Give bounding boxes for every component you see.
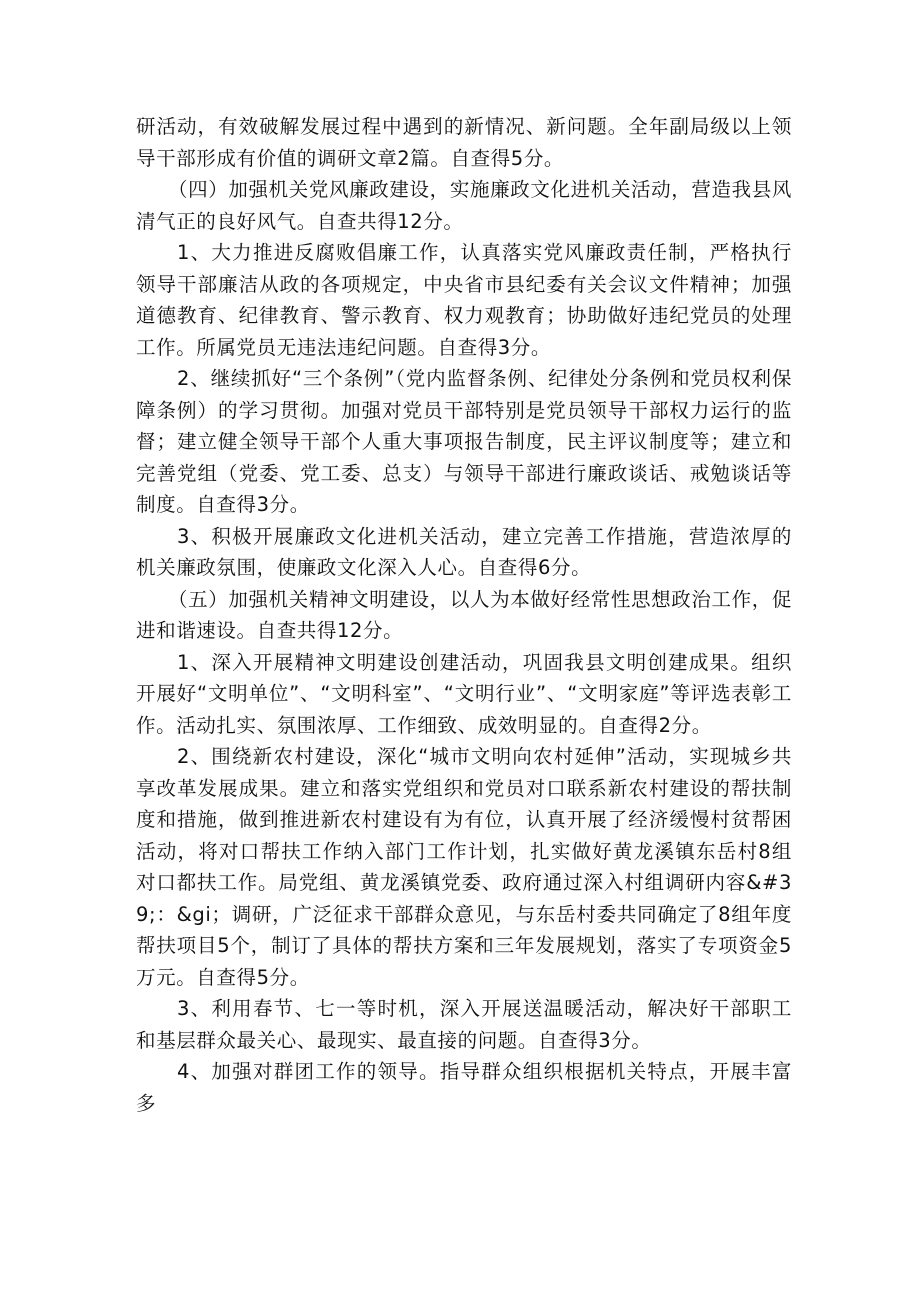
paragraph-4-1: 1、大力推进反腐败倡廉工作，认真落实党风廉政责任制，严格执行领导干部廉洁从政的各项规定，中央省市县纪委有关会议文件精神；加强道德教育、纪律教育、警示教育、权力观教育；协助做好违纪党员的处理工作。所属党员无违法违纪问题。自查得3分。 [136, 241, 792, 359]
paragraph-5-2: 2、围绕新农村建设，深化“城市文明向农村延伸”活动，实现城乡共享改革发展成果。建立和落实党组织和党员对口联系新农村建设的帮扶制度和措施，做到推进新农村建设有为有位，认真开展了经济缓慢村贫帮困活动，将对口帮扶工作纳入部门工作计划，扎实做好黄龙溪镇东岳村8组对口都扶工作。局党组、黄龙溪镇党委、政府通过深入村组调研内容&#39;：&gi；调研，广泛征求干部群众意见，与东岳村委共同确定了8组年度帮扶项目5个，制订了具体的帮扶方案和三年发展规划，落实了专项资金5万元。自查得5分。 [136, 745, 792, 989]
section-heading-5: （五）加强机关精神文明建设，以人为本做好经常性思想政治工作，促进和谐速设。自查共得12分。 [136, 587, 792, 642]
paragraph-continuation: 研活动，有效破解发展过程中遇到的新情况、新问题。全年副局级以上领导干部形成有价值的调研文章2篇。自查得5分。 [136, 115, 792, 170]
section-heading-4: （四）加强机关党风廉政建设，实施廉政文化进机关活动，营造我县风清气正的良好风气。自查共得12分。 [136, 178, 792, 233]
paragraph-5-3: 3、利用春节、七一等时机，深入开展送温暖活动，解决好干部职工和基层群众最关心、最现实、最直接的问题。自查得3分。 [136, 997, 792, 1052]
document-body [136, 111, 792, 1119]
paragraph-5-1: 1、深入开展精神文明建设创建活动，巩固我县文明创建成果。组织开展好“文明单位”、“文明科室”、“文明行业”、“文明家庭”等评选表彰工作。活动扎实、氛围浓厚、工作细致、成效明显的。自查得2分。 [136, 650, 792, 737]
paragraph-4-2: 2、继续抓好“三个条例”（党内监督条例、纪律处分条例和党员权利保障条例）的学习贯彻。加强对党员干部特别是党员领导干部权力运行的监督；建立健全领导干部个人重大事项报告制度，民主评议制度等；建立和完善党组（党委、党工委、总支）与领导干部进行廉政谈话、戒勉谈话等制度。自查得3分。 [136, 367, 792, 516]
paragraph-4-3: 3、积极开展廉政文化进机关活动，建立完善工作措施，营造浓厚的机关廉政氛围，使廉政文化深入人心。自查得6分。 [136, 524, 792, 579]
paragraph-5-4: 4、加强对群团工作的领导。指导群众组织根据机关特点，开展丰富多 [136, 1060, 792, 1115]
